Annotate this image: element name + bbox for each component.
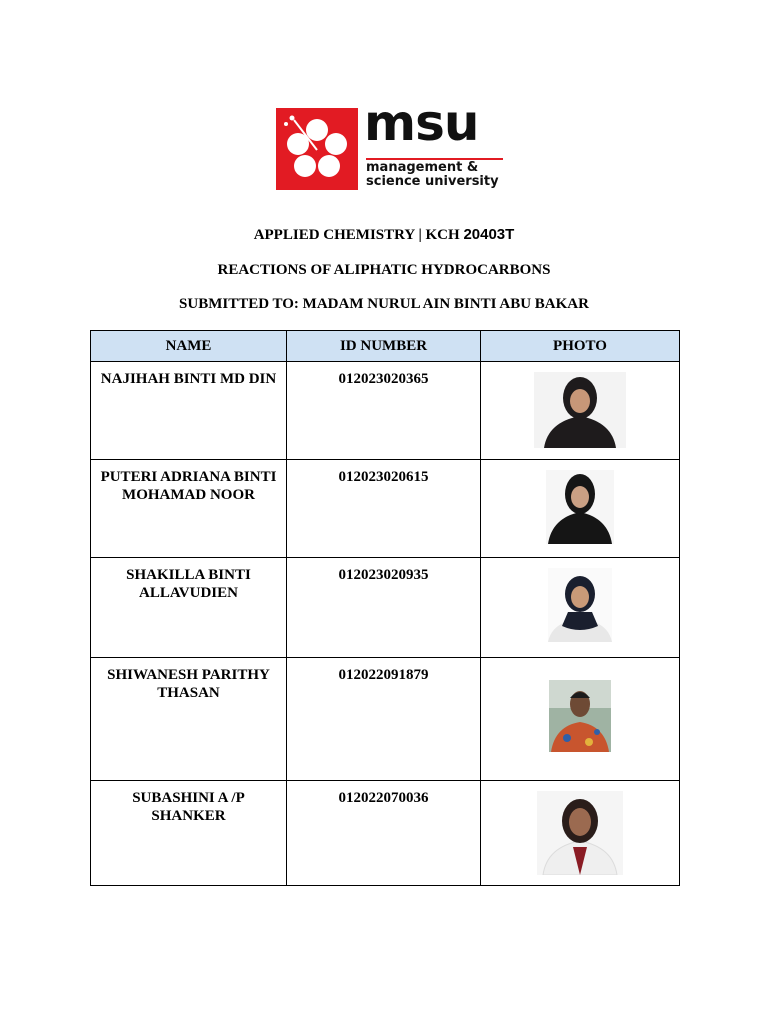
column-header-photo: PHOTO bbox=[481, 331, 680, 362]
member-id: 012022070036 bbox=[287, 781, 481, 886]
table-header-row bbox=[91, 331, 680, 362]
msu-logo bbox=[276, 94, 508, 190]
member-id: 012022091879 bbox=[287, 658, 481, 781]
member-photo-cell bbox=[481, 558, 680, 658]
table-row bbox=[91, 781, 680, 886]
report-title: REACTIONS OF ALIPHATIC HYDROCARBONS bbox=[217, 262, 551, 278]
logo-subtitle-line1: management & bbox=[366, 160, 479, 175]
member-name: PUTERI ADRIANA BINTI MOHAMAD NOOR bbox=[91, 460, 287, 558]
member-name: NAJIHAH BINTI MD DIN bbox=[91, 362, 287, 460]
table-row bbox=[91, 658, 680, 781]
course-heading bbox=[0, 226, 768, 244]
member-name: SHIWANESH PARITHY THASAN bbox=[91, 658, 287, 781]
course-prefix: APPLIED CHEMISTRY | KCH bbox=[253, 227, 464, 243]
member-photo bbox=[534, 372, 626, 448]
member-photo bbox=[537, 791, 623, 875]
member-id: 012023020935 bbox=[287, 558, 481, 658]
member-photo-cell bbox=[481, 658, 680, 781]
member-photo bbox=[548, 568, 612, 642]
column-header-name: NAME bbox=[91, 331, 287, 362]
members-table bbox=[90, 330, 680, 886]
member-photo-cell bbox=[481, 460, 680, 558]
logo-subtitle-line2: science university bbox=[366, 174, 499, 189]
course-code: 20403T bbox=[463, 226, 515, 243]
member-photo-cell bbox=[481, 781, 680, 886]
column-header-id: ID NUMBER bbox=[287, 331, 481, 362]
member-name: SUBASHINI A /P SHANKER bbox=[91, 781, 287, 886]
submitted-to: SUBMITTED TO: MADAM NURUL AIN BINTI ABU BAKAR bbox=[179, 296, 589, 312]
logo-subtitle bbox=[366, 161, 499, 189]
table-row bbox=[91, 460, 680, 558]
member-id: 012023020615 bbox=[287, 460, 481, 558]
hibiscus-logo-icon bbox=[276, 108, 358, 190]
member-id: 012023020365 bbox=[287, 362, 481, 460]
member-photo-cell bbox=[481, 362, 680, 460]
member-photo bbox=[549, 680, 611, 752]
logo-wordmark: msu bbox=[364, 94, 479, 152]
member-name: SHAKILLA BINTI ALLAVUDIEN bbox=[91, 558, 287, 658]
member-photo bbox=[546, 470, 614, 544]
table-row bbox=[91, 362, 680, 460]
table-row bbox=[91, 558, 680, 658]
